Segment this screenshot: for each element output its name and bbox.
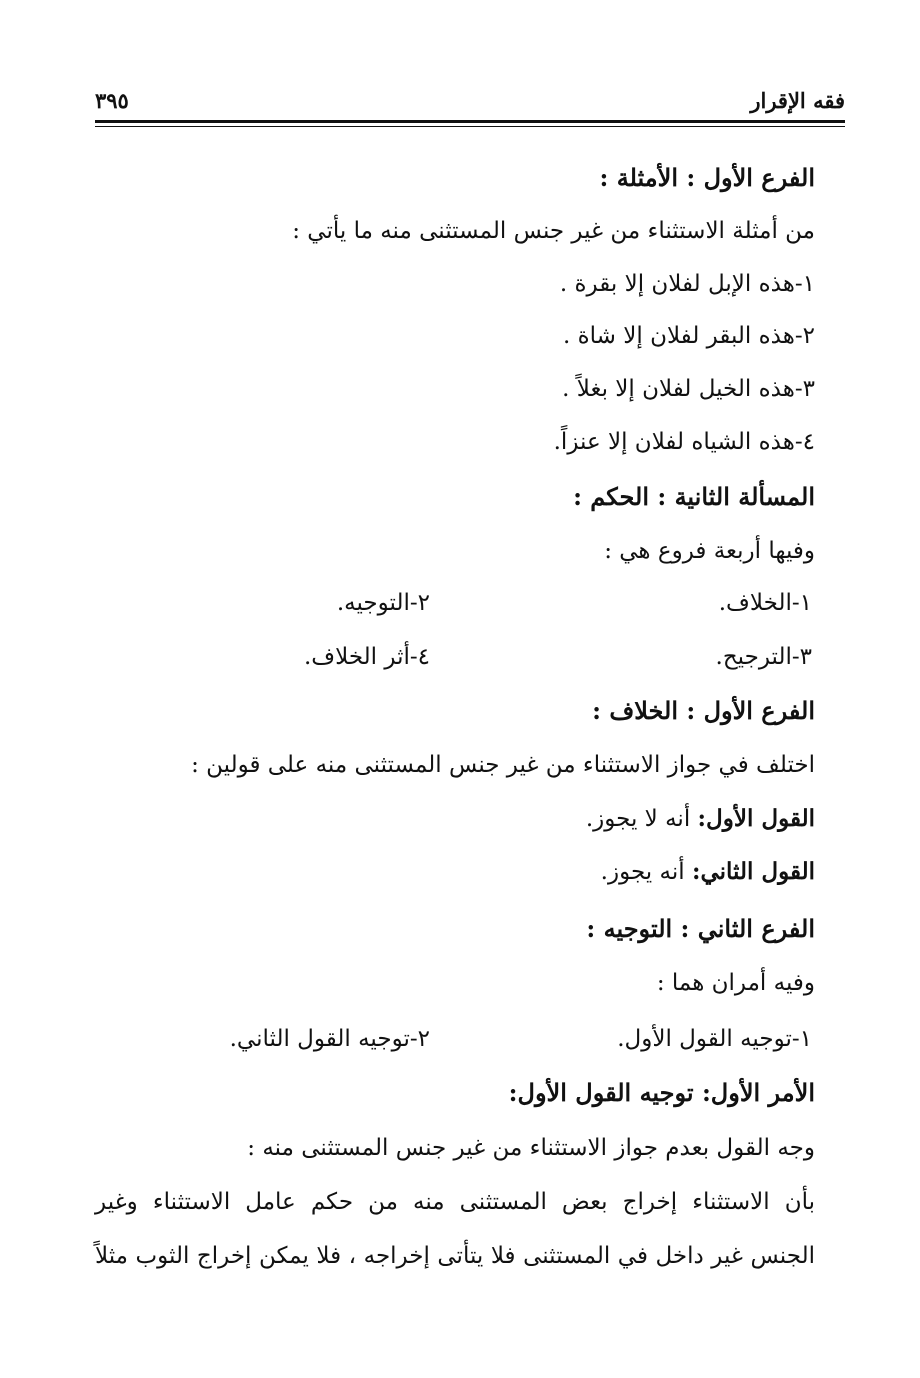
list-item: ٤-أثر الخلاف. bbox=[303, 644, 430, 670]
list-item: ١-توجيه القول الأول. bbox=[617, 1026, 812, 1052]
list-item: ٢-التوجيه. bbox=[336, 590, 430, 616]
list-item: ٤-هذه الشياه لفلان إلا عنزاً. bbox=[553, 429, 815, 455]
paragraph: وفيها أربعة فروع هي : bbox=[604, 538, 815, 564]
opinion-text: أنه لا يجوز. bbox=[585, 806, 698, 832]
opinion-label: القول الثاني: bbox=[691, 858, 815, 885]
paragraph: وفيه أمران هما : bbox=[656, 970, 815, 996]
section-heading: الفرع الأول : الخلاف : bbox=[592, 696, 815, 725]
opinion-label: القول الأول: bbox=[697, 805, 815, 832]
section-heading: الفرع الثاني : التوجيه : bbox=[586, 914, 815, 943]
section-heading: الفرع الأول : الأمثلة : bbox=[599, 163, 815, 192]
header-rule-thick bbox=[95, 120, 845, 123]
paragraph-line: الجنس غير داخل في المستثنى فلا يتأتى إخراجه ، فلا يمكن إخراج الثوب مثلاً bbox=[95, 1243, 815, 1269]
running-header bbox=[95, 88, 845, 118]
paragraph: اختلف في جواز الاستثناء من غير جنس المستثنى منه على قولين : bbox=[191, 752, 815, 778]
running-title: فقه الإقرار bbox=[750, 88, 845, 113]
list-item: ١-هذه الإبل لفلان إلا بقرة . bbox=[559, 271, 815, 297]
list-item: ٢-هذه البقر لفلان إلا شاة . bbox=[562, 323, 815, 349]
opinion-line bbox=[586, 804, 815, 834]
opinion-text: أنه يجوز. bbox=[600, 859, 692, 885]
paragraph-line: بأن الاستثناء إخراج بعض المستثنى منه من حكم عامل الاستثناء وغير bbox=[95, 1189, 815, 1215]
opinion-line bbox=[601, 857, 815, 887]
paragraph: وجه القول بعدم جواز الاستثناء من غير جنس المستثنى منه : bbox=[247, 1135, 815, 1161]
list-item: ١-الخلاف. bbox=[718, 590, 812, 616]
list-item: ٣-هذه الخيل لفلان إلا بغلاً . bbox=[562, 376, 815, 402]
section-heading: المسألة الثانية : الحكم : bbox=[573, 482, 815, 511]
list-item: ٢-توجيه القول الثاني. bbox=[229, 1026, 430, 1052]
header-rule-thin bbox=[95, 126, 845, 127]
section-heading: الأمر الأول: توجيه القول الأول: bbox=[508, 1078, 815, 1107]
list-item: ٣-الترجيح. bbox=[715, 644, 812, 670]
page-number: ٣٩٥ bbox=[95, 88, 129, 113]
paragraph: من أمثلة الاستثناء من غير جنس المستثنى منه ما يأتي : bbox=[292, 218, 815, 244]
